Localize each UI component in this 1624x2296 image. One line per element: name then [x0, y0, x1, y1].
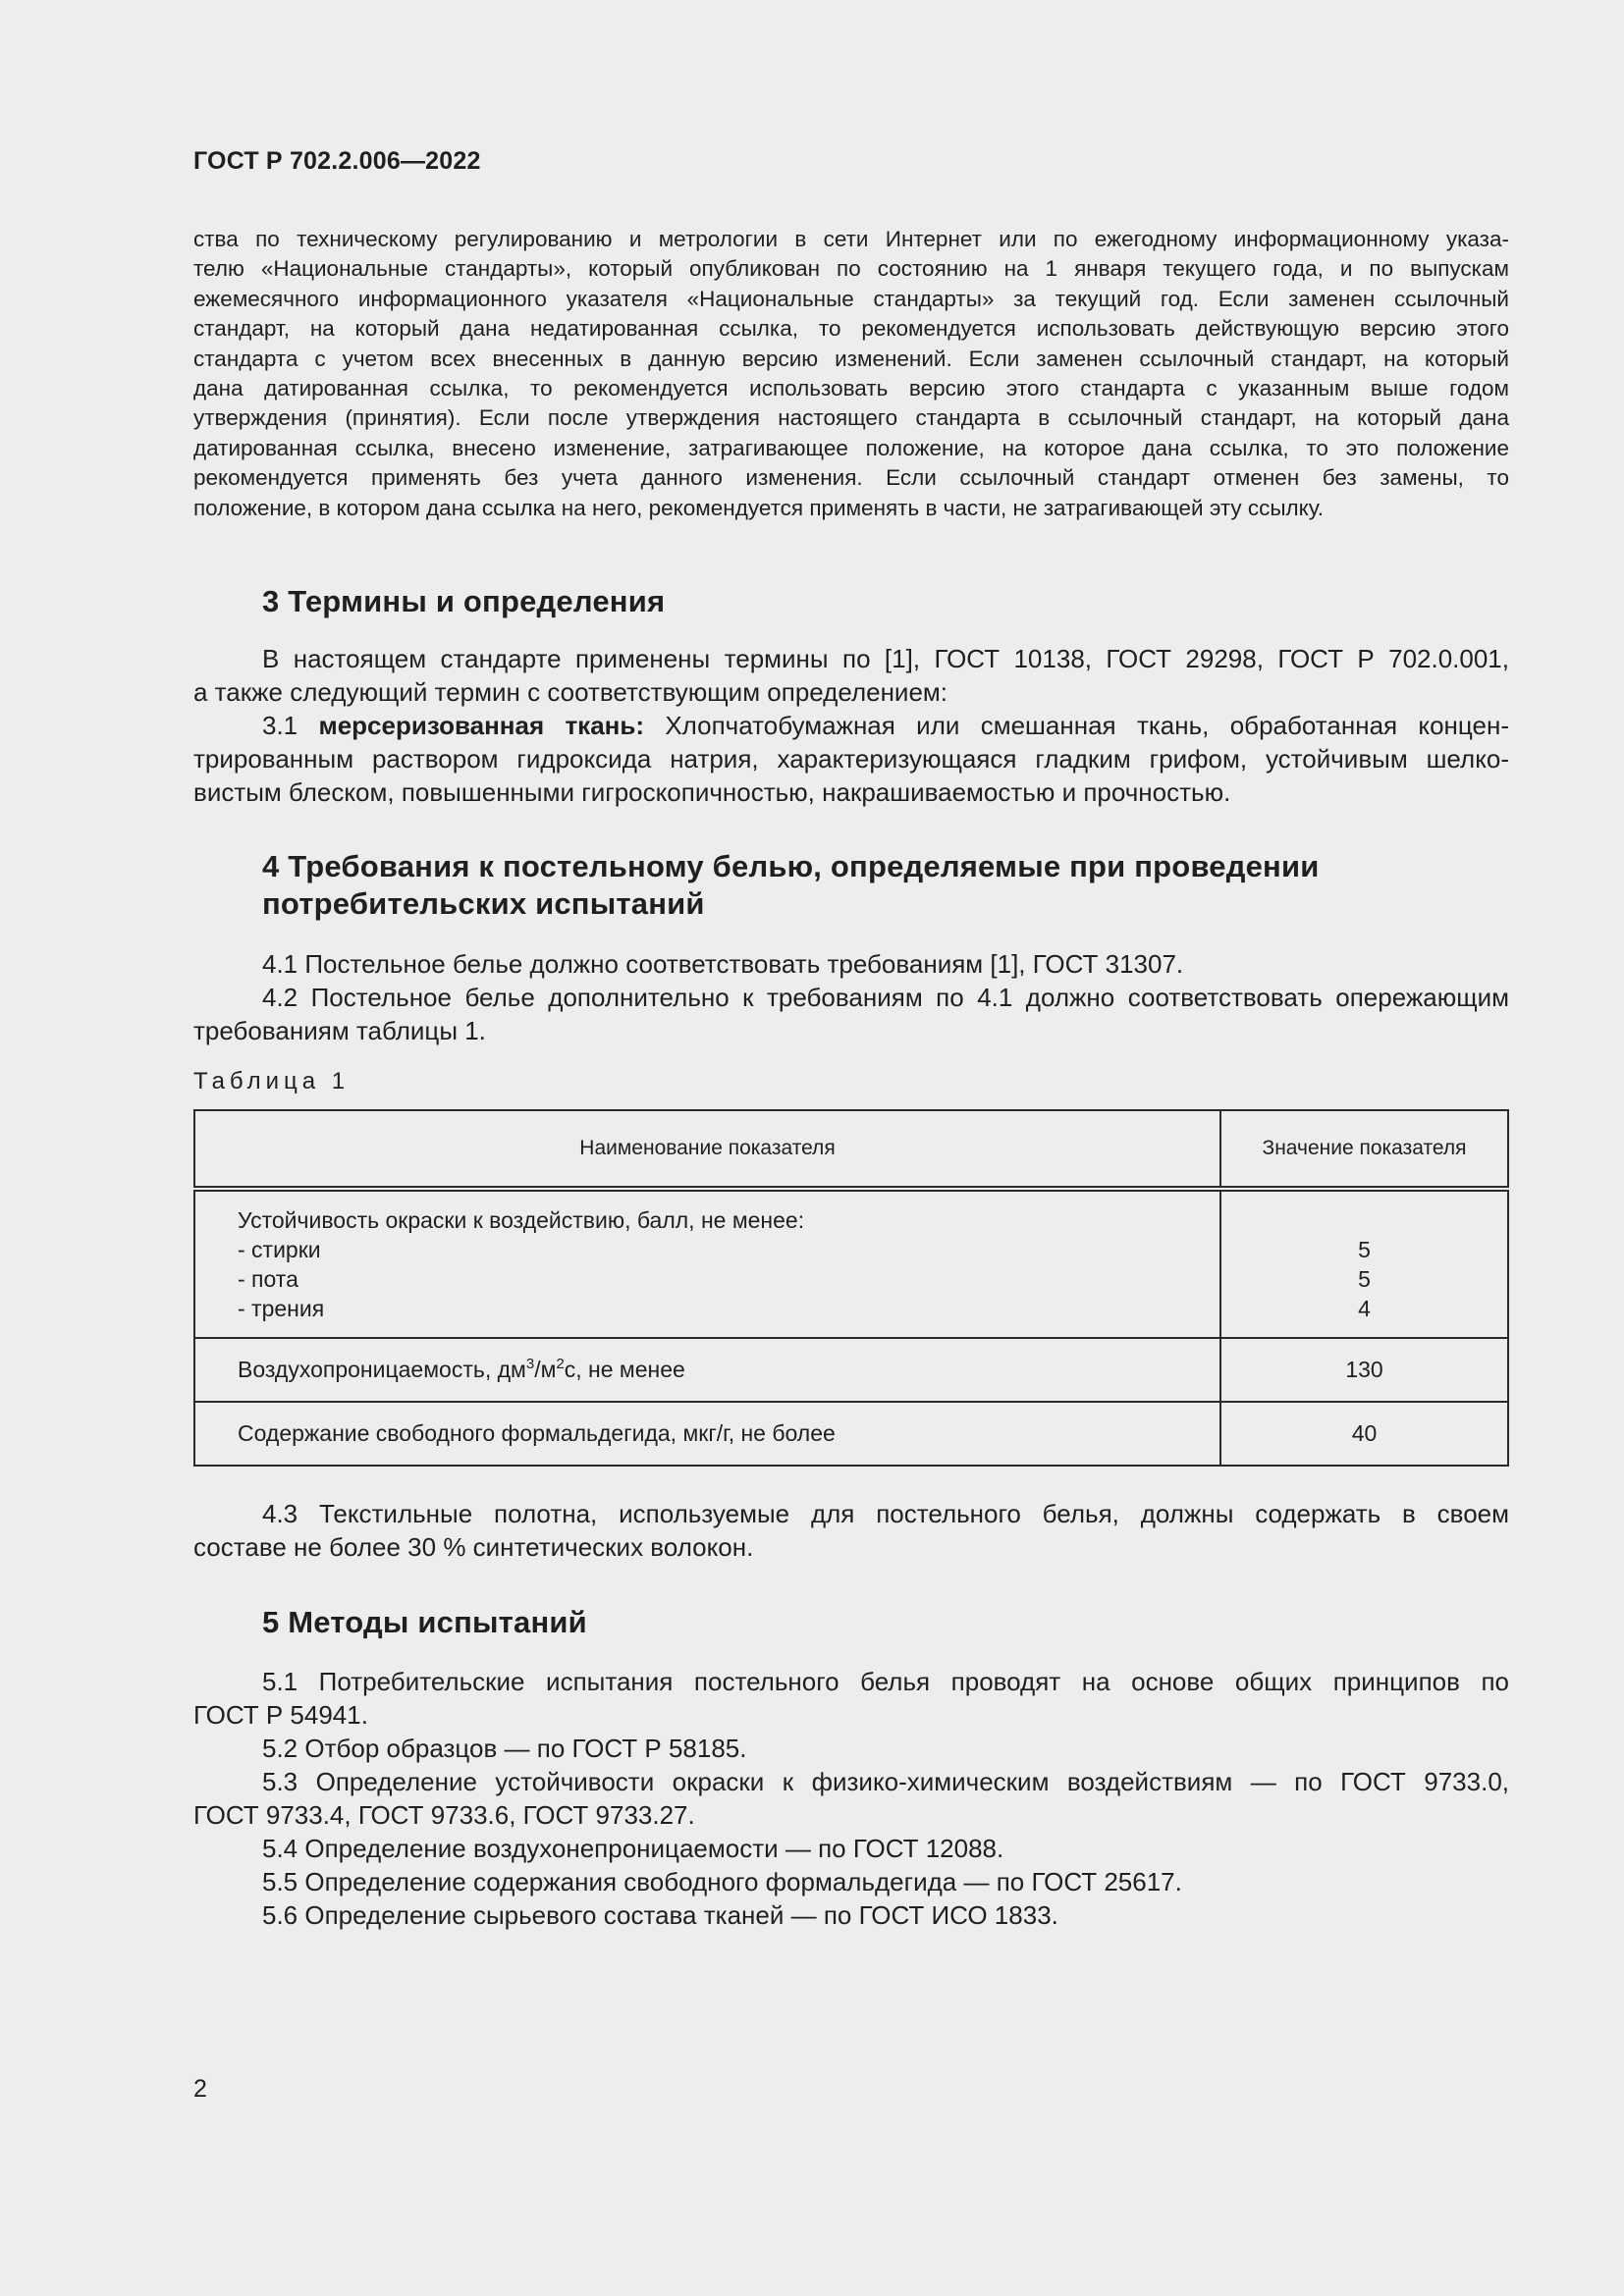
clause-4-3 — [193, 1497, 1509, 1564]
table-row — [194, 1402, 1508, 1466]
table-row — [194, 1189, 1508, 1338]
clause-5-1: 5.1 Потребительские испытания постельного белья проводят на основе общих принципов по — [262, 1667, 1509, 1696]
intro-line: телю «Национальные стандарты», который опубликован по состоянию на 1 января текущего года, и по выпускам — [193, 256, 1509, 282]
clause-5-6: 5.6 Определение сырьевого состава тканей — по ГОСТ ИСО 1833. — [262, 1900, 1058, 1930]
term-definition-line — [193, 709, 1509, 742]
clause-5-4: 5.4 Определение воздухонепроницаемости — по ГОСТ 12088. — [262, 1834, 1004, 1863]
section-4-body — [193, 947, 1509, 1047]
term-name: мерсеризованная ткань: — [318, 711, 645, 740]
clause-5-2: 5.2 Отбор образцов — по ГОСТ Р 58185. — [262, 1734, 747, 1763]
clause-5-3: 5.3 Определение устойчивости окраски к физико-химическим воздействиям — по ГОСТ 9733.0, — [262, 1767, 1509, 1796]
intro-line: ства по техническому регулированию и метрологии в сети Интернет или по ежегодному информационному указа- — [193, 227, 1509, 251]
indicator-subitem: - стирки — [238, 1237, 321, 1262]
section-4-heading-line: 4 Требования к постельному белью, определяемые при проведении — [262, 849, 1320, 883]
intro-line: рекомендуется применять без учета данного изменения. Если ссылочный стандарт отменен без замены, то — [193, 465, 1509, 491]
clause-5-3-cont: ГОСТ 9733.4, ГОСТ 9733.6, ГОСТ 9733.27. — [193, 1800, 695, 1830]
indicator-title: Устойчивость окраски к воздействию, балл, не менее: — [238, 1207, 805, 1233]
document-code: ГОСТ Р 702.2.006—2022 — [193, 147, 481, 175]
intro-line: утверждения (принятия). Если после утверждения настоящего стандарта в ссылочный стандарт, на который дана — [193, 405, 1509, 431]
indicator-value: 130 — [1220, 1338, 1508, 1402]
clause-4-1: 4.1 Постельное белье должно соответствовать требованиям [1], ГОСТ 31307. — [262, 949, 1184, 979]
clause-4-3-line: 4.3 Текстильные полотна, используемые для постельного белья, должны содержать в своем — [262, 1499, 1509, 1528]
requirements-table — [193, 1109, 1509, 1467]
table-header-cell: Наименование показателя — [194, 1110, 1220, 1189]
section-5-body — [193, 1665, 1509, 1932]
table-header-row — [194, 1110, 1508, 1189]
indicator-value: 40 — [1220, 1402, 1508, 1466]
intro-line: стандарта с учетом всех внесенных в данную версию изменений. Если заменен ссылочный стандарт, на который — [193, 346, 1509, 371]
section-4-heading-line: потребительских испытаний — [262, 886, 705, 921]
indicator-subitem: - трения — [238, 1296, 325, 1321]
indicator-cell: Воздухопроницаемость, $дм^3/м^2с$, не менее — [194, 1338, 1220, 1402]
intro-line: датированная ссылка, внесено изменение, затрагивающее положение, на которое дана ссылка, то это положение — [193, 435, 1509, 460]
indicator-cell — [194, 1189, 1220, 1338]
intro-paragraph — [193, 225, 1509, 523]
intro-line: положение, в котором дана ссылка на него, рекомендуется применять в части, не затрагивающей эту ссылку. — [193, 495, 1325, 520]
section-3-line: а также следующий термин с соответствующим определением: — [193, 677, 948, 707]
indicator-value: 5 — [1358, 1237, 1371, 1262]
intro-line: стандарт, на который дана недатированная ссылка, то рекомендуется использовать действующую версию этого — [193, 316, 1509, 342]
clause-4-3-line: составе не более 30 % синтетических волокон. — [193, 1532, 754, 1562]
indicator-subitem: - пота — [238, 1266, 298, 1292]
term-number: 3.1 — [262, 711, 319, 740]
section-3-body — [193, 642, 1509, 809]
clause-4-2: 4.2 Постельное белье дополнительно к требованиям по 4.1 должно соответствовать опережающим — [262, 983, 1509, 1012]
section-3-heading: 3 Термины и определения — [262, 584, 666, 618]
intro-line: дана датированная ссылка, то рекомендуется использовать версию этого стандарта с указанным выше годом — [193, 376, 1509, 401]
clause-5-5: 5.5 Определение содержания свободного формальдегида — по ГОСТ 25617. — [262, 1867, 1182, 1896]
clause-4-2-cont: требованиям таблицы 1. — [193, 1016, 486, 1045]
section-4-heading — [262, 848, 1320, 923]
table-caption: Таблица 1 — [193, 1068, 351, 1095]
table-header-cell: Значение показателя — [1220, 1110, 1508, 1189]
section-5-heading: 5 Методы испытаний — [262, 1605, 587, 1639]
term-definition-start: Хлопчатобумажная или смешанная ткань, обработанная концен- — [644, 711, 1509, 740]
table-row — [194, 1338, 1508, 1402]
indicator-value: 4 — [1358, 1296, 1371, 1321]
indicator-cell: Содержание свободного формальдегида, мкг/г, не более — [194, 1402, 1220, 1466]
clause-5-1-cont: ГОСТ Р 54941. — [193, 1700, 368, 1730]
indicator-value: 5 — [1358, 1266, 1371, 1292]
page-number: 2 — [193, 2075, 207, 2103]
section-3-line: трированным раствором гидроксида натрия, характеризующаяся гладким грифом, устойчивым шелко- — [193, 744, 1509, 774]
value-cell — [1220, 1189, 1508, 1338]
intro-line: ежемесячного информационного указателя «Национальные стандарты» за текущий год. Если заменен ссылочный — [193, 286, 1509, 311]
section-3-line: вистым блеском, повышенными гигроскопичностью, накрашиваемостью и прочностью. — [193, 777, 1231, 807]
section-3-line: В настоящем стандарте применены термины по [1], ГОСТ 10138, ГОСТ 29298, ГОСТ Р 702.0.001, — [262, 644, 1509, 673]
